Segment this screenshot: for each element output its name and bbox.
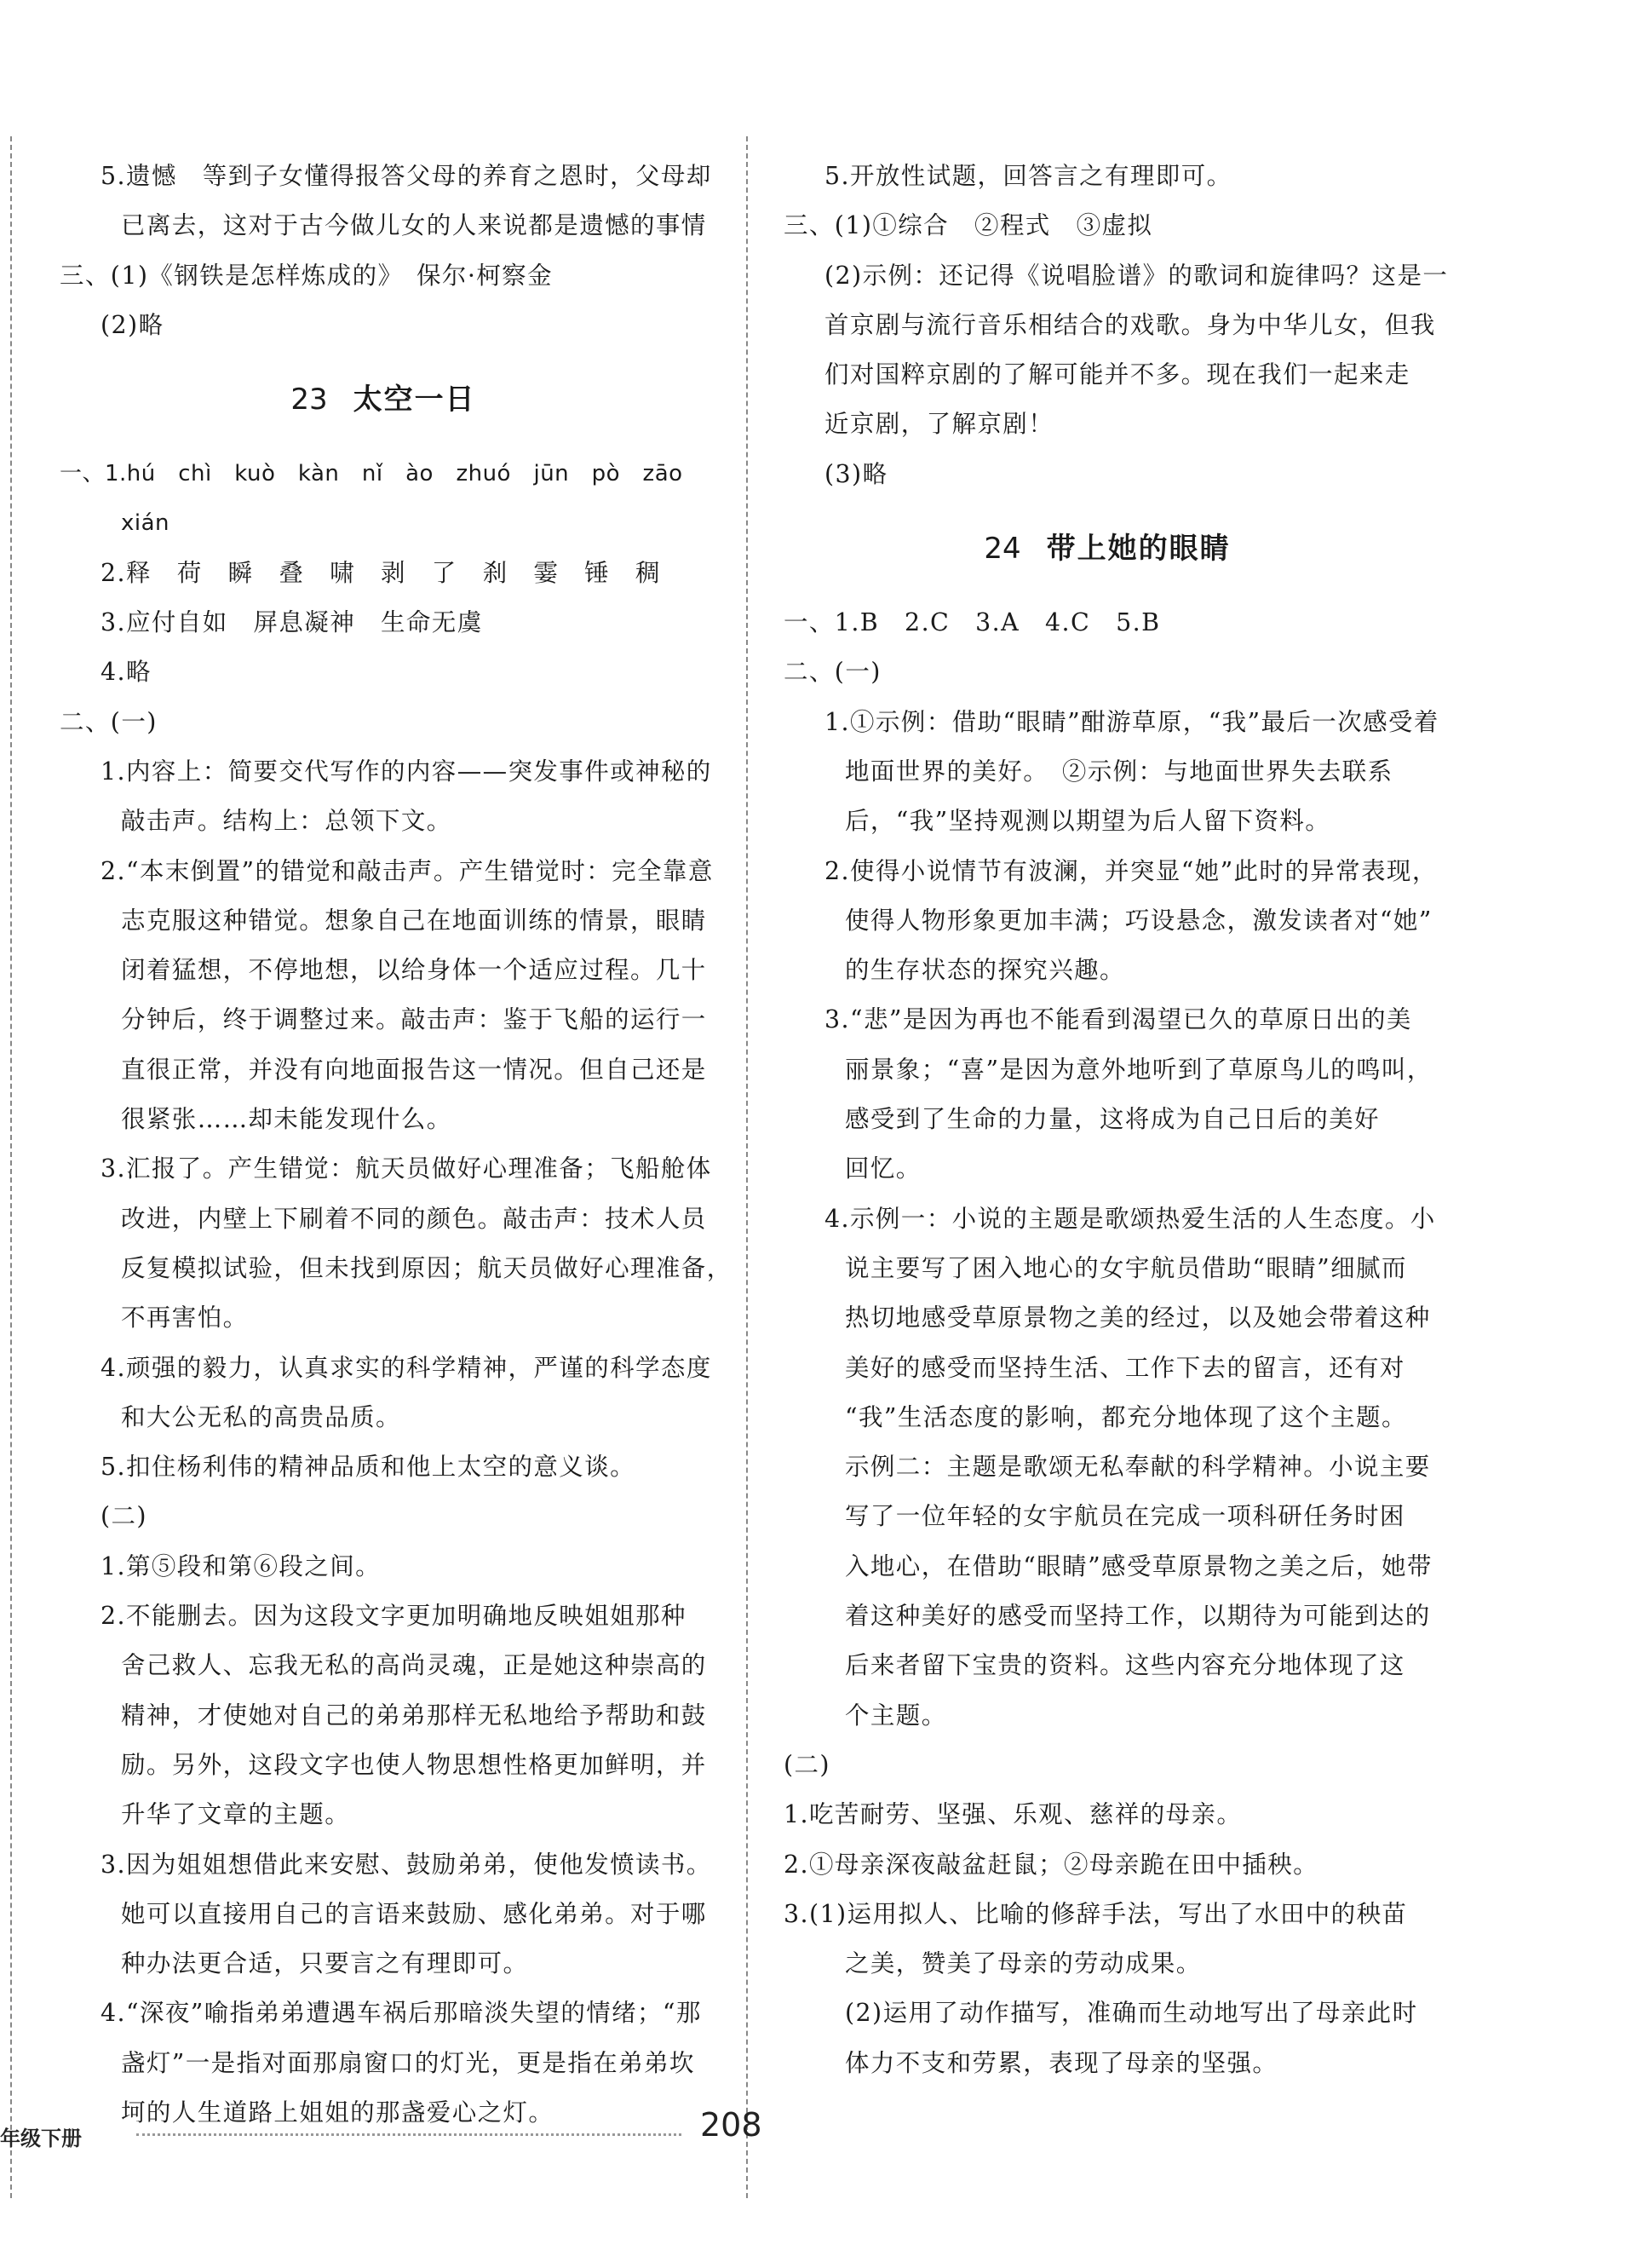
answer-line: 地面世界的美好。 ②示例：与地面世界失去联系 [845, 757, 1393, 786]
answer-line: 志克服这种错觉。想象自己在地面训练的情景，眼睛 [121, 906, 707, 935]
answer-line: 3.因为姐姐想借此来安慰、鼓励弟弟，使他发愤读书。 [101, 1850, 712, 1879]
answer-line: 升华了文章的主题。 [121, 1800, 351, 1829]
lesson-title: 太空一日 [353, 383, 476, 417]
lesson-number: 24 [984, 532, 1021, 567]
binding-edge-line [10, 136, 12, 2198]
answer-line: 5.扣住杨利伟的精神品质和他上太空的意义谈。 [101, 1453, 635, 1482]
answer-line: 改进，内壁上下刷着不同的颜色。敲击声：技术人员 [121, 1204, 707, 1233]
lesson-heading [60, 350, 707, 449]
footer-dotted-rule [136, 2133, 681, 2136]
answer-line: 回忆。 [845, 1154, 922, 1183]
answer-line: 4.略 [101, 658, 152, 687]
answer-line: 敲击声。结构上：总领下文。 [121, 807, 452, 836]
answer-line: 丽景象；“喜”是因为意外地听到了草原鸟儿的鸣叫， [845, 1055, 1433, 1084]
answer-line: 热切地感受草原景物之美的经过，以及她会带着这种 [845, 1304, 1431, 1333]
answer-line: 已离去，这对于古今做儿女的人来说都是遗憾的事情 [121, 211, 707, 240]
answer-line: (二) [784, 1750, 830, 1779]
answer-line: (2)运用了动作描写，准确而生动地写出了母亲此时 [845, 1999, 1418, 2028]
answer-line: 一、1.hú chì kuò kàn nǐ ào zhuó jūn pò zāo [60, 461, 683, 487]
answer-line: 4.“深夜”喻指弟弟遭遇车祸后那暗淡失望的情绪；“那 [101, 1999, 702, 2028]
answer-line: 直很正常，并没有向地面报告这一情况。但自己还是 [121, 1055, 707, 1084]
answer-line: 3.(1)运用拟人、比喻的修辞手法，写出了水田中的秧苗 [784, 1899, 1408, 1928]
answer-line: 舍己救人、忘我无私的高尚灵魂，正是她这种崇高的 [121, 1651, 707, 1680]
answer-line: 和大公无私的高贵品质。 [121, 1402, 401, 1431]
answer-line: 美好的感受而坚持生活、工作下去的留言，还有对 [845, 1353, 1405, 1382]
answer-line: 后，“我”坚持观测以期望为后人留下资料。 [845, 807, 1331, 836]
answer-line: 使得人物形象更加丰满；巧设悬念，激发读者对“她” [845, 906, 1433, 935]
answer-line: 不再害怕。 [121, 1304, 249, 1333]
answer-line: (2)略 [101, 310, 164, 339]
lesson-heading [784, 499, 1431, 598]
answer-line: 2.释 荷 瞬 叠 啸 剥 了 刹 霎 锤 稠 [101, 558, 661, 587]
answer-line: 首京剧与流行音乐相结合的戏歌。身为中华儿女，但我 [824, 310, 1436, 339]
left-column [60, 152, 732, 2138]
answer-line: 4.示例一：小说的主题是歌颂热爱生活的人生态度。小 [824, 1204, 1436, 1233]
answer-line: 5.开放性试题，回答言之有理即可。 [824, 162, 1232, 190]
answer-line: 2.不能删去。因为这段文字更加明确地反映姐姐那种 [101, 1602, 686, 1631]
answer-line: 二、(一) [784, 658, 882, 687]
page-number: 208 [700, 2106, 762, 2144]
answer-line: (2)示例：还记得《说唱脸谱》的歌词和旋律吗？这是一 [824, 261, 1449, 290]
footer-grade-label: 年级下册 [0, 2127, 82, 2150]
answer-line: 种办法更合适，只要言之有理即可。 [121, 1949, 529, 1978]
answer-line: 3.“悲”是因为再也不能看到渴望已久的草原日出的美 [824, 1005, 1412, 1034]
answer-line: 1.内容上：简要交代写作的内容——突发事件或神秘的 [101, 757, 712, 786]
right-column [784, 152, 1449, 2088]
answer-line: “我”生活态度的影响，都充分地体现了这个主题。 [845, 1402, 1407, 1431]
answer-line: 后来者留下宝贵的资料。这些内容充分地体现了这 [845, 1651, 1405, 1680]
answer-line: 一、1.B 2.C 3.A 4.C 5.B [784, 608, 1161, 637]
answer-line: 入地心，在借助“眼睛”感受草原景物之美之后，她带 [845, 1551, 1433, 1580]
answer-line: xián [121, 510, 170, 537]
answer-line: 近京剧，了解京剧！ [824, 410, 1054, 439]
answer-line: 5.遗憾 等到子女懂得报答父母的养育之恩时，父母却 [101, 162, 712, 190]
answer-line: 示例二：主题是歌颂无私奉献的科学精神。小说主要 [845, 1453, 1431, 1482]
answer-line: 4.顽强的毅力，认真求实的科学精神，严谨的科学态度 [101, 1353, 712, 1382]
answer-line: 三、(1)《钢铁是怎样炼成的》 保尔·柯察金 [60, 261, 553, 290]
answer-line: 励。另外，这段文字也使人物思想性格更加鲜明，并 [121, 1750, 707, 1779]
answer-line: 着这种美好的感受而坚持工作，以期待为可能到达的 [845, 1602, 1431, 1631]
answer-line: 2.使得小说情节有波澜，并突显“她”此时的异常表现， [824, 856, 1438, 885]
lesson-title: 带上她的眼睛 [1046, 532, 1231, 567]
answer-line: 3.应付自如 屏息凝神 生命无虞 [101, 608, 483, 637]
answer-line: 分钟后，终于调整过来。敲击声：鉴于飞船的运行一 [121, 1005, 707, 1034]
answer-line: 很紧张……却未能发现什么。 [121, 1105, 452, 1134]
answer-line: 1.①示例：借助“眼睛”酣游草原，“我”最后一次感受着 [824, 707, 1439, 736]
answer-line: 3.汇报了。产生错觉：航天员做好心理准备；飞船舱体 [101, 1154, 712, 1183]
answer-line: 们对国粹京剧的了解可能并不多。现在我们一起来走 [824, 360, 1410, 389]
answer-line: 1.吃苦耐劳、坚强、乐观、慈祥的母亲。 [784, 1800, 1243, 1829]
answer-line: 闭着猛想，不停地想，以给身体一个适应过程。几十 [121, 956, 707, 985]
answer-line: 感受到了生命的力量，这将成为自己日后的美好 [845, 1105, 1380, 1134]
answer-line: 2.①母亲深夜敲盆赶鼠；②母亲跪在田中插秧。 [784, 1850, 1318, 1879]
answer-line: 坷的人生道路上姐姐的那盏爱心之灯。 [121, 2098, 554, 2127]
column-divider [746, 136, 748, 2198]
answer-line: 的生存状态的探究兴趣。 [845, 956, 1125, 985]
answer-line: 个主题。 [845, 1701, 947, 1730]
answer-line: 体力不支和劳累，表现了母亲的坚强。 [845, 2048, 1278, 2077]
answer-line: (二) [101, 1502, 147, 1531]
answer-line: 反复模拟试验，但未找到原因；航天员做好心理准备， [121, 1253, 732, 1282]
answer-line: 说主要写了困入地心的女宇航员借助“眼睛”细腻而 [845, 1253, 1407, 1282]
lesson-number: 23 [290, 383, 328, 417]
answer-line: 精神，才使她对自己的弟弟那样无私地给予帮助和鼓 [121, 1701, 707, 1730]
answer-line: (3)略 [824, 459, 888, 488]
answer-line: 1.第⑤段和第⑥段之间。 [101, 1551, 381, 1580]
answer-line: 盏灯”一是指对面那扇窗口的灯光，更是指在弟弟坎 [121, 2048, 695, 2077]
answer-line: 三、(1)①综合 ②程式 ③虚拟 [784, 211, 1153, 240]
answer-line: 2.“本末倒置”的错觉和敲击声。产生错觉时：完全靠意 [101, 856, 714, 885]
answer-line: 她可以直接用自己的言语来鼓励、感化弟弟。对于哪 [121, 1899, 707, 1928]
answer-line: 之美，赞美了母亲的劳动成果。 [845, 1949, 1202, 1978]
answer-line: 写了一位年轻的女宇航员在完成一项科研任务时困 [845, 1502, 1405, 1531]
answer-line: 二、(一) [60, 707, 158, 736]
